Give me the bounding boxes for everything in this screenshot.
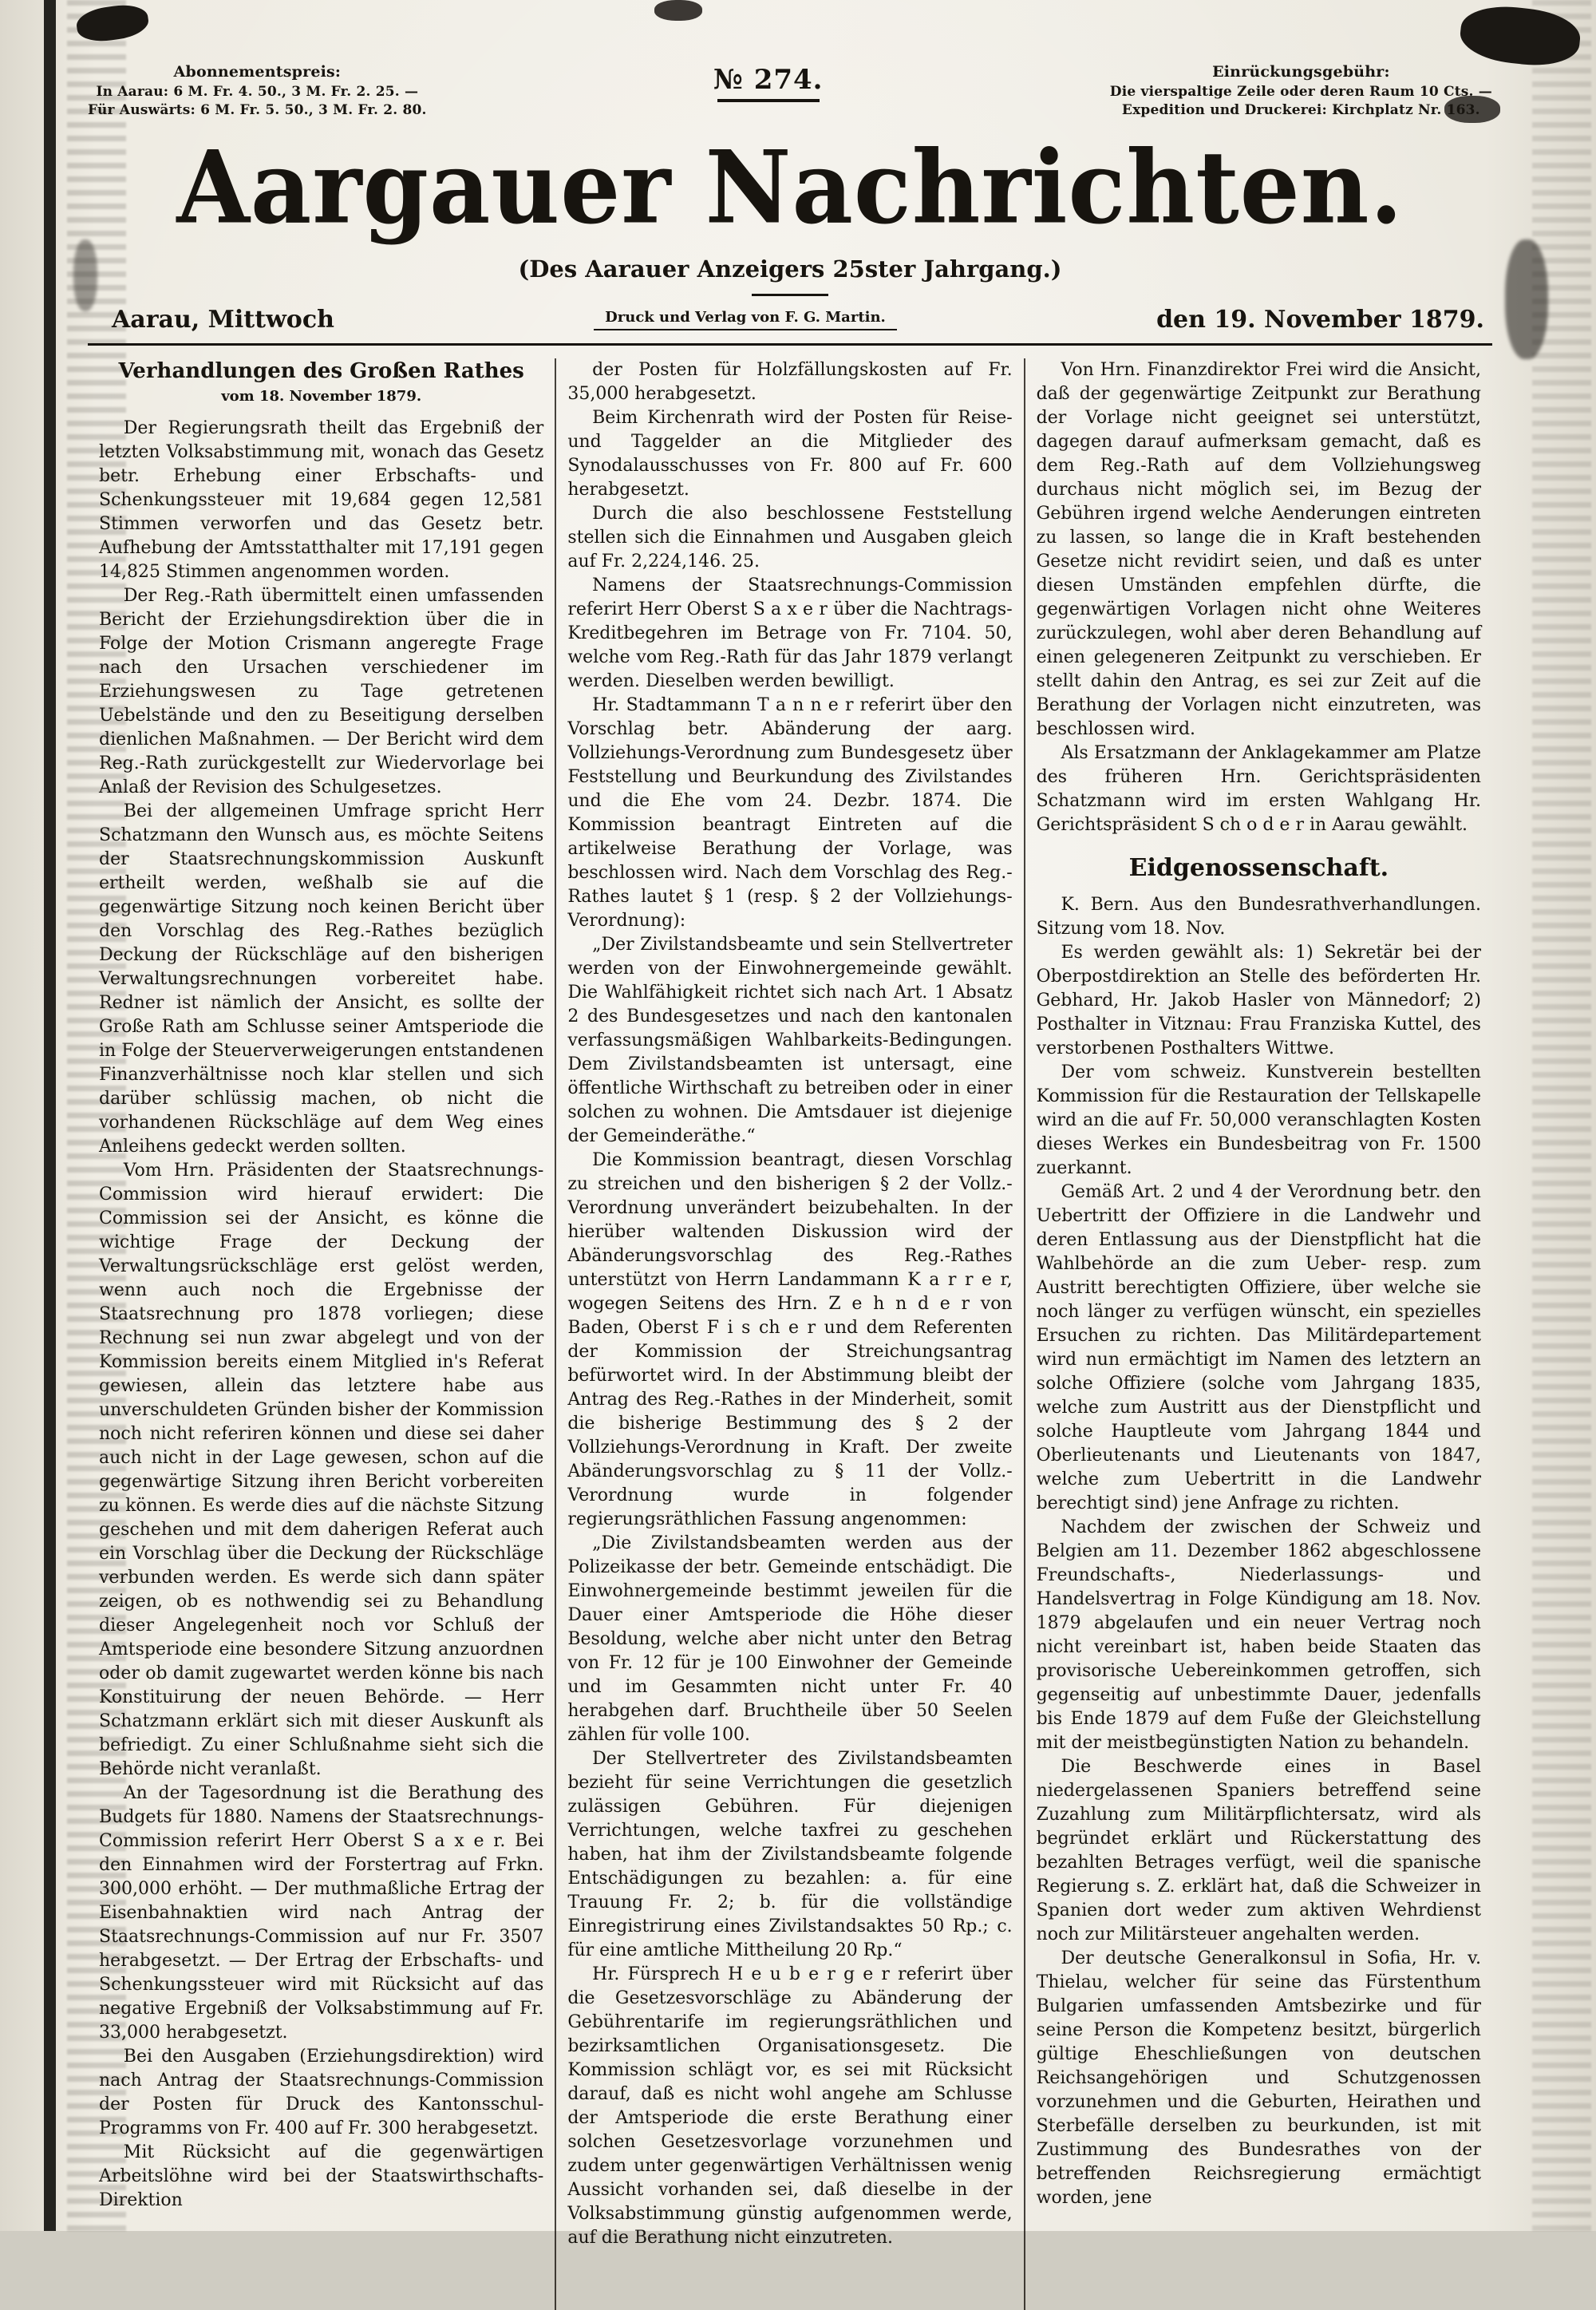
issue-number: № 274. xyxy=(713,64,824,96)
subscription-info xyxy=(88,62,427,120)
insertion-fee-line: Die vierspaltige Zeile oder deren Raum 10 Cts. — xyxy=(1109,83,1492,100)
scan-artifact xyxy=(1505,239,1548,359)
paragraph: K. Bern. Aus den Bundesrathverhandlungen. Sitzung vom 18. Nov. xyxy=(1036,895,1481,939)
paragraph: Bei der allgemeinen Umfrage spricht Herr Schatzmann den Wunsch aus, es möchte Seitens der Staatsrechnungskommission Auskunft ertheilt werden, weßhalb sie auf die gegenwärtige Sitzung noch keinen Bericht über den Vorschlag des Reg.-Rathes bezüglich Deckung der Rückschläge auf den bisherigen Verwaltungsrechnungen vorbereitet habe. Redner ist nämlich der Ansicht, es sollte der Große Rath am Schlusse seiner Amtsperiode die in Folge der Steuerverweigerungen entstandenen Finanzverhältnisse noch klar stellen und sich darüber schlüssig machen, ob nicht die vorhandenen Rückschläge auf dem Weg eines Anleihens gedeckt werden sollten. xyxy=(99,801,544,1157)
paragraph: Die Kommission beantragt, diesen Vorschlag zu streichen und den bisherigen § 2 der Vollz.-Verordnung unverändert beizubehalten. In der hierüber waltenden Diskussion wird der Abänderungsvorschlag des Reg.-Rathes unterstützt von Herrn Landammann K a r r e r, wogegen Seitens des Hrn. Z e h n d e r von Baden, Oberst F i s ch e r und dem Referenten der Kommission der Streichungsantrag befürwortet wird. In der Abstimmung bleibt der Antrag des Reg.-Rathes in der Minderheit, somit die bisherige Bestimmung des § 2 der Vollziehungs-Verordnung in Kraft. Der zweite Abänderungsvorschlag zu § 11 der Vollz.-Verordnung wurde in folgender regierungsräthlichen Fassung angenommen: xyxy=(567,1149,1013,1529)
divider-rule xyxy=(752,294,828,296)
insertion-fee-info xyxy=(1110,62,1492,120)
issue-rule xyxy=(717,99,820,102)
paragraph: Als Ersatzmann der Anklagekammer am Platze des früheren Hrn. Gerichtspräsidenten Schatzmann wird im ersten Wahlgang Hr. Gerichtspräsident S ch o d e r in Aarau gewählt. xyxy=(1036,742,1481,835)
scan-film-strip xyxy=(44,0,56,2231)
paragraph: Hr. Fürsprech H e u b e r g e r referirt über die Gesetzesvorschläge zu Abänderung der Gebührentarife im regierungsräthlichen und bezirksamtlichen Organisationsgesetz. Die Kommission schlägt vor, es sei mit Rücksicht darauf, daß es nicht wohl angehe am Schlusse der Amtsperiode die erste Berathung einer solchen Gesetzesvorlage vorzunehmen und zudem unter gegenwärtigen Verhältnissen wenig Aussicht vorhanden sei, daß dieselbe in der Volksabstimmung günstig aufgenommen werde, auf die Berathung nicht einzutreten. xyxy=(567,1964,1013,2248)
dateline xyxy=(88,304,1492,334)
insertion-fee-title: Einrückungsgebühr: xyxy=(1212,63,1390,81)
main-divider-rule xyxy=(88,343,1492,346)
paragraph: Die Beschwerde eines in Basel niedergelassenen Spaniers betreffend seine Zuzahlung zum Militärpflichtersatz, wird als begründet erklärt und Rückerstattung des bezahlten Betrages verfügt, weil die spanische Regierung s. Z. erklärt hat, daß die Schweizer in Spanien dort weder zum aktiven Wehrdienst noch zur Militärsteuer angehalten werden. xyxy=(1036,1757,1481,1945)
paragraph: An der Tagesordnung ist die Berathung des Budgets für 1880. Namens der Staatsrechnungs-Commission referirt Herr Oberst S a x e r. Bei den Einnahmen wird der Forstertrag auf Frkn. 300,000 erhöht. — Der muthmaßliche Ertrag der Eisenbahnaktien wird nach Antrag der Staatsrechnungs-Commission auf nur Fr. 3507 herabgesetzt. — Der Ertrag der Erbschafts- und Schenkungssteuer wird mit Rücksicht auf das negative Ergebniß der Volksabstimmung auf Fr. 33,000 herabgesetzt. xyxy=(99,1783,544,2043)
paragraph: „Die Zivilstandsbeamten werden aus der Polizeikasse der betr. Gemeinde entschädigt. Die Einwohnergemeinde bestimmt jeweilen für die Dauer einer Amtsperiode die Höhe dieser Besoldung, welche aber nicht unter den Betrag von Fr. 12 für je 100 Einwohner der Gemeinde und im Gesammten nicht unter Fr. 40 herabgehen darf. Bruchtheile über 50 Seelen zählen für volle 100. xyxy=(567,1533,1013,1745)
dateline-place: Aarau, Mittwoch xyxy=(112,305,334,334)
subscription-title: Abonnementspreis: xyxy=(173,63,342,81)
paragraph: Der deutsche Generalkonsul in Sofia, Hr. v. Thielau, welcher für seine das Fürstenthum Bulgarien umfassenden Amtsbezirke und für seine Person die Kompetenz besitzt, bürgerlich gültige Eheschließungen von deutschen Reichsangehörigen und Schutzgenossen vorzunehmen und die Geburten, Heirathen und Sterbefälle derselben zu beurkunden, ist mit Zustimmung des Bundesrathes von der betreffenden Reichsregierung ermächtigt worden, jene xyxy=(1036,1948,1481,2209)
column-2 xyxy=(555,358,1023,2310)
paragraph: Es werden gewählt als: 1) Sekretär bei der Oberpostdirektion an Stelle des beförderten Hr. Gebhard, Hr. Jakob Hasler von Männedorf; 2) Posthalter in Vitznau: Frau Franziska Kuttel, des verstorbenen Posthalters Wittwe. xyxy=(1036,943,1481,1059)
article-subheading: vom 18. November 1879. xyxy=(221,388,422,405)
paragraph: Bei den Ausgaben (Erziehungsdirektion) wird nach Antrag der Staatsrechnungs-Commission der Posten für Druck des Kantonsschul-Programms von Fr. 400 auf Fr. 300 herabgesetzt. xyxy=(99,2047,544,2139)
paragraph: Gemäß Art. 2 und 4 der Verordnung betr. den Uebertritt der Offiziere in die Landwehr und deren Entlassung aus der Dienstpflicht hat die Wahlbehörde an die zum Ueber- resp. zum Austritt berechtigten Offiziere, über welche sie noch länger zu verfügen wünscht, ein spezielles Ersuchen zu richten. Das Militärdepartement wird nun ermächtigt im Namen des letztern an solche Offiziere (solche vom Jahrgang 1835, welche zum Austritt aus der Dienstpflicht und solche Hauptleute vom Jahrgang 1844 und Oberlieutenants und Lieutenants von 1847, welche zum Uebertritt in die Landwehr berechtigt sind) jene Anfrage zu richten. xyxy=(1036,1182,1481,1514)
masthead-title: Aargauer Nachrichten. xyxy=(176,128,1404,246)
subscription-line: In Aarau: 6 M. Fr. 4. 50., 3 M. Fr. 2. 25. — xyxy=(96,83,419,100)
dateline-imprint: Druck und Verlag von F. G. Martin. xyxy=(594,309,897,330)
paragraph: Von Hrn. Finanzdirektor Frei wird die Ansicht, daß der gegenwärtige Zeitpunkt zur Berathung der Vorlage nicht geeignet sei unterstützt, dagegen darauf aufmerksam gemacht, daß es dem Reg.-Rath auf dem Vollziehungsweg durchaus nicht möglich sei, im Bezug der Gebühren irgend welche Aenderungen eintreten zu lassen, so lange die in Kraft bestehenden Gesetze nicht revidirt seien, und daß es unter diesen Umständen empfehlen dürfte, die gegenwärtigen Vorlagen nicht ohne Weiteres zurückzulegen, wohl aber deren Behandlung auf einen gelegeneren Zeitpunkt zu verschieben. Er stellt dahin den Antrag, es sei zur Zeit auf die Berathung der Vorlagen nicht einzutreten, was beschlossen wird. xyxy=(1036,359,1481,739)
issue-number-block xyxy=(713,64,824,102)
paragraph: der Posten für Holzfällungskosten auf Fr. 35,000 herabgesetzt. xyxy=(567,359,1013,404)
paragraph: Der Reg.-Rath übermittelt einen umfassenden Bericht der Erziehungsdirektion über die in Folge der Motion Crismann angeregte Frage nach den Ursachen verschiedener im Erziehungswesen zu Tage getretenen Uebelstände und den zu Beseitigung derselben dienlichen Maßnahmen. — Der Bericht wird dem Reg.-Rath zurückgestellt zur Wiedervorlage bei Anlaß der Revision des Schulgesetzes. xyxy=(99,586,544,798)
column-3-text-top xyxy=(1037,358,1481,837)
paragraph: Der Regierungsrath theilt das Ergebniß der letzten Volksabstimmung mit, wonach das Gesetz betr. Erhebung einer Erbschafts- und Schenkungssteuer mit 19,684 gegen 12,581 Stimmen verworfen und das Gesetz betr. Aufhebung der Amtsstatthalter mit 17,191 gegen 14,825 Stimmen angenommen worden. xyxy=(99,418,544,583)
masthead-area xyxy=(88,0,1492,346)
column-1-text xyxy=(99,417,543,2213)
paragraph: Der Stellvertreter des Zivilstandsbeamten bezieht für seine Verrichtungen die gesetzlich zulässigen Gebühren. Für diejenigen Verrichtungen, welche taxfrei zu geschehen haben, hat ihm der Zivilstandsbeamte folgende Entschädigungen zu bezahlen: a. für eine Trauung Fr. 2; b. für die vollständige Einregistrirung eines Zivilstandsaktes 50 Rp.; c. für eine amtliche Mittheilung 20 Rp.“ xyxy=(567,1748,1013,1960)
paragraph: Mit Rücksicht auf die gegenwärtigen Arbeitslöhne wird bei der Staatswirthschafts-Direktion xyxy=(99,2142,544,2211)
paragraph: „Der Zivilstandsbeamte und sein Stellvertreter werden von der Einwohnergemeinde gewählt. Die Wahlfähigkeit richtet sich nach Art. 1 Absatz 2 des Bundesgesetzes und nach den kantonalen verfassungsmäßigen Wahlbarkeits-Bedingungen. Dem Zivilstandsbeamten ist untersagt, eine öffentliche Wirthschaft zu betreiben oder in einer solchen zu wohnen. Die Amtsdauer ist diejenige der Gemeinderäthe.“ xyxy=(567,934,1013,1146)
article-heading: Verhandlungen des Großen Rathes xyxy=(118,358,524,383)
paragraph: Durch die also beschlossene Feststellung stellen sich die Einnahmen und Ausgaben gleich auf Fr. 2,224,146. 25. xyxy=(567,503,1013,572)
masthead-subtitle: (Des Aarauer Anzeigers 25ster Jahrgang.) xyxy=(518,255,1062,283)
column-1 xyxy=(88,358,555,2310)
subscription-line: Für Auswärts: 6 M. Fr. 5. 50., 3 M. Fr. 2. 80. xyxy=(88,101,427,118)
paragraph: Beim Kirchenrath wird der Posten für Reise- und Taggelder an die Mitglieder des Synodalausschusses von Fr. 800 auf Fr. 600 herabgesetzt. xyxy=(567,407,1013,500)
paragraph: Vom Hrn. Präsidenten der Staatsrechnungs-Commission wird hierauf erwidert: Die Commission sei der Ansicht, es könne die wichtige Frage der Deckung der Verwaltungsrückschläge erst gelöst werden, wenn auch noch die Ergebnisse der Staatsrechnung pro 1878 vorliegen; diese Rechnung sei nun zwar abgelegt und von der Kommission bereits einem Mitglied in's Referat gewiesen, allein das letztere habe aus unverschuldeten Gründen bisher der Kommission noch nicht referiren können und diese sei daher auch nicht in der Lage gewesen, schon auf die gegenwärtige Sitzung ihren Bericht vorbereiten zu können. Es werde dies auf die nächste Sitzung geschehen und mit dem daherigen Referat auch ein Vorschlag über die Deckung der Rückschläge verbunden werden. Es werde sich dann später zeigen, ob es nothwendig sei zu Behandlung dieser Angelegenheit noch vor Schluß der Amtsperiode eine besondere Sitzung anzuordnen oder ob damit zugewartet werden könne bis nach Konstituirung der neuen Behörde. — Herr Schatzmann erklärt sich mit dieser Auskunft als befriedigt. Zu einer Schlußnahme sieht sich die Behörde nicht veranlaßt. xyxy=(99,1161,544,1780)
column-3-text-bottom xyxy=(1037,893,1481,2210)
paragraph: Namens der Staatsrechnungs-Commission referirt Herr Oberst S a x e r über die Nachtrags-Kreditbegehren im Betrage von Fr. 7104. 50, welche vom Reg.-Rath für das Jahr 1879 verlangt werden. Dieselben werden bewilligt. xyxy=(567,575,1013,691)
paragraph: Nachdem der zwischen der Schweiz und Belgien am 11. Dezember 1862 abgeschlossene Freundschafts-, Niederlassungs- und Handelsvertrag in Folge Kündigung am 18. Nov. 1879 abgelaufen und ein neuer Vertrag noch nicht vereinbart ist, haben beide Staaten das provisorische Uebereinkommen getroffen, sich gegenseitig auf unbestimmte Dauer, jedenfalls bis Ende 1879 auf dem Fuße der Gleichstellung mit der meistbegünstigten Nation zu behandeln. xyxy=(1036,1517,1481,1754)
column-3 xyxy=(1024,358,1492,2310)
paragraph: Der vom schweiz. Kunstverein bestellten Kommission für die Restauration der Tellskapelle wird an die auf Fr. 50,000 veranschlagten Kosten dieses Werkes ein Bundesbeitrag von Fr. 1500 zuerkannt. xyxy=(1036,1062,1481,1179)
paragraph: Hr. Stadtammann T a n n e r referirt über den Vorschlag betr. Abänderung der aarg. Vollziehungs-Verordnung zum Bundesgesetz über Feststellung und Beurkundung des Zivilstandes und die Ehe vom 24. Dezbr. 1874. Die Kommission beantragt Eintreten auf die artikelweise Berathung der Vorlage, was beschlossen wird. Nach dem Vorschlag des Reg.-Rathes lautet § 1 (resp. § 2 der Vollziehungs-Verordnung): xyxy=(567,694,1013,931)
dateline-date: den 19. November 1879. xyxy=(1156,305,1484,334)
section-heading: Eidgenossenschaft. xyxy=(1128,853,1389,882)
article-columns xyxy=(88,358,1492,2310)
insertion-fee-line: Expedition und Druckerei: Kirchplatz Nr. 163. xyxy=(1121,101,1480,118)
column-2-text xyxy=(567,358,1012,2250)
